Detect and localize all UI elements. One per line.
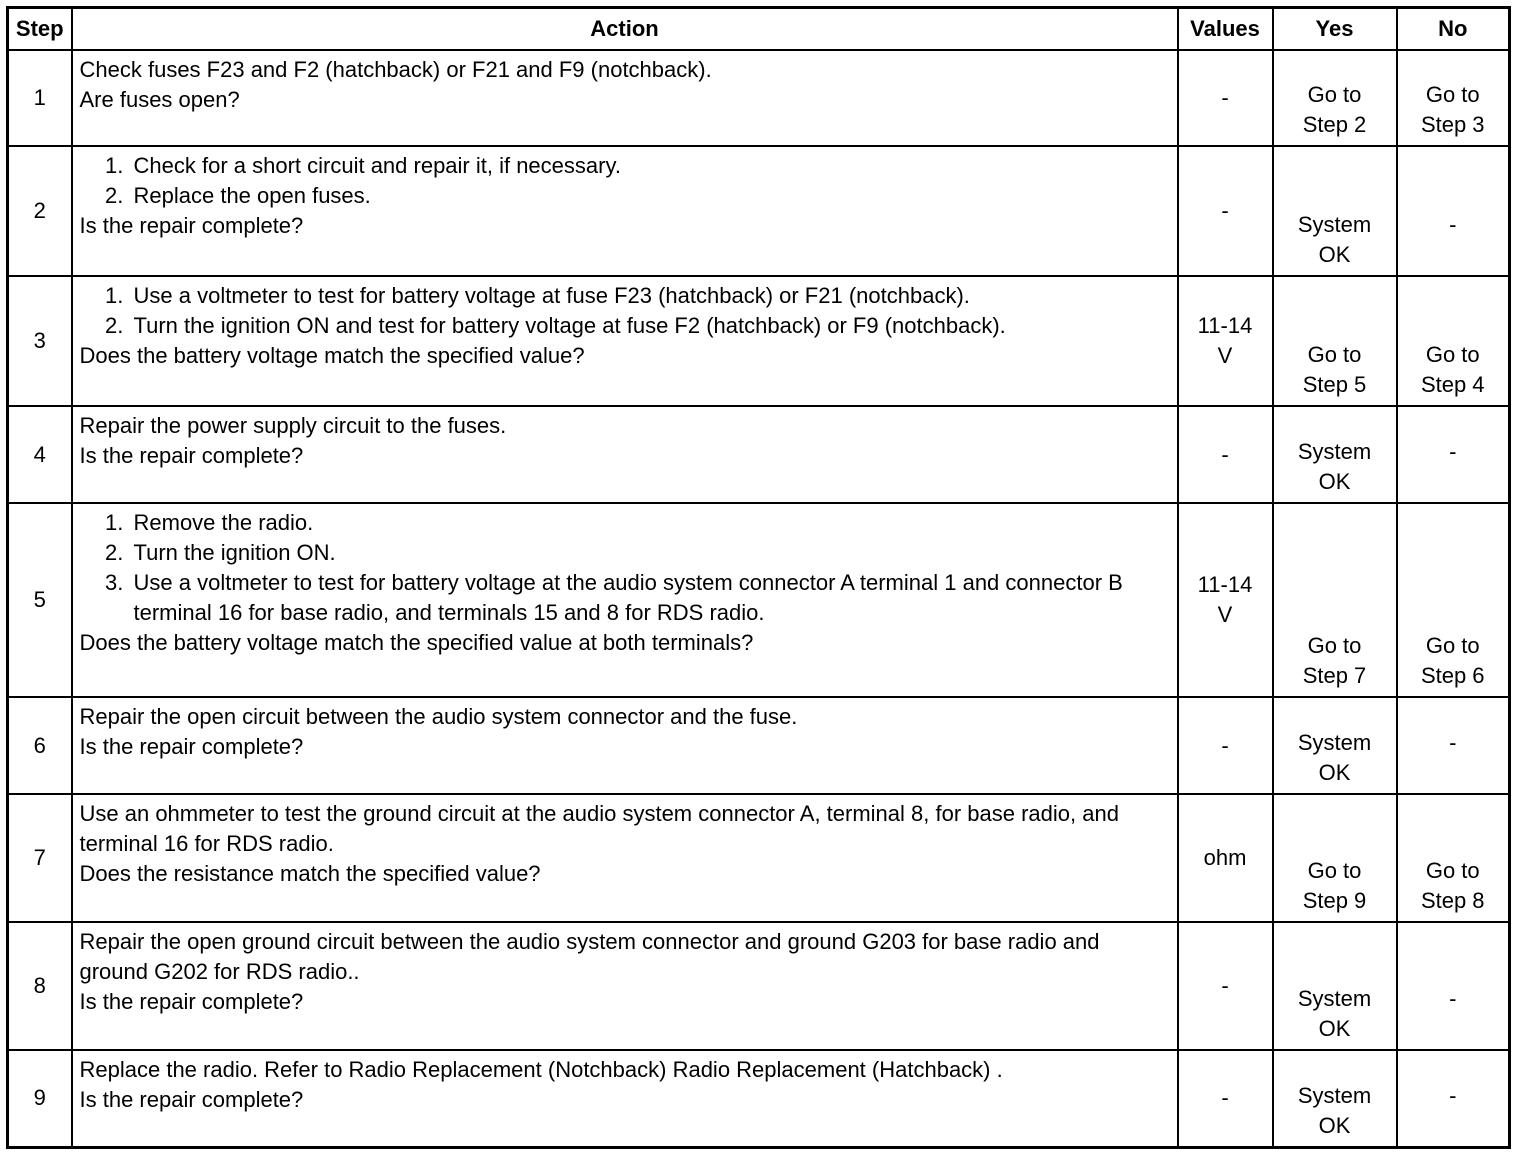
yes-text: System (1297, 439, 1372, 464)
yes-cell (1273, 794, 1397, 922)
values-cell: - (1178, 922, 1273, 1050)
action-cell (72, 146, 1178, 276)
header-values: Values (1178, 8, 1273, 51)
action-cell (72, 276, 1178, 406)
no-text: Go to (1425, 82, 1480, 107)
action-question: Is the repair complete? (79, 213, 304, 238)
no-text: Step 3 (1420, 112, 1485, 137)
no-text: Go to (1425, 633, 1480, 658)
no-text (1400, 758, 1507, 788)
no-text: Go to (1425, 342, 1480, 367)
header-step: Step (8, 8, 72, 51)
yes-text: Step 2 (1302, 112, 1367, 137)
yes-text: System (1297, 212, 1372, 237)
action-cell (72, 794, 1178, 922)
action-question: Is the repair complete? (79, 443, 304, 468)
no-text (1400, 1014, 1507, 1044)
values-cell: - (1178, 697, 1273, 794)
yes-text: Step 5 (1302, 372, 1367, 397)
action-text: Repair the open ground circuit between the audio system connector and ground G203 for base radio and ground G202 for RDS radio.. (79, 929, 1100, 984)
table-row (8, 276, 1510, 406)
no-text (1400, 240, 1507, 270)
action-cell (72, 406, 1178, 503)
no-text: Step 4 (1420, 372, 1485, 397)
no-text: Go to (1425, 858, 1480, 883)
action-question: Are fuses open? (79, 87, 240, 112)
step-number: 9 (8, 1050, 72, 1147)
action-question: Does the battery voltage match the specified value at both terminals? (79, 630, 754, 655)
header-yes: Yes (1273, 8, 1397, 51)
values-text: 11-14 (1197, 313, 1253, 338)
yes-text: OK (1318, 469, 1351, 494)
yes-cell (1273, 697, 1397, 794)
no-text: - (1449, 1082, 1457, 1108)
step-number: 7 (8, 794, 72, 922)
action-text: Repair the power supply circuit to the fuses. (79, 413, 507, 438)
yes-text: System (1297, 986, 1372, 1011)
table-header (8, 8, 1510, 51)
step-number: 2 (8, 146, 72, 276)
action-step-item: 1. Check for a short circuit and repair it, if necessary. (130, 151, 1171, 181)
header-action: Action (72, 8, 1178, 51)
action-step-item: 1. Remove the radio. (130, 508, 1171, 538)
action-question: Does the resistance match the specified value? (79, 861, 541, 886)
action-step-item: 2. Turn the ignition ON. (130, 538, 1171, 568)
action-text: Use an ohmmeter to test the ground circuit at the audio system connector A, terminal 8, for base radio, and terminal 16 for RDS radio. (79, 801, 1119, 856)
values-text: V (1217, 343, 1233, 368)
no-cell (1397, 50, 1510, 146)
no-text: - (1449, 986, 1457, 1011)
action-steps-list (80, 281, 1171, 341)
values-text: V (1217, 602, 1233, 627)
step-number: 6 (8, 697, 72, 794)
action-cell (72, 922, 1178, 1050)
values-cell: - (1178, 406, 1273, 503)
no-text: Step 6 (1420, 663, 1485, 688)
step-number: 3 (8, 276, 72, 406)
no-cell (1397, 503, 1510, 697)
no-text: - (1449, 212, 1457, 237)
values-cell (1178, 503, 1273, 697)
action-step-item: 3. Use a voltmeter to test for battery voltage at the audio system connector A terminal 1 and connector B terminal 16 for base radio, and terminals 15 and 8 for RDS radio. (130, 568, 1171, 628)
yes-text: Go to (1307, 82, 1362, 107)
values-cell (1178, 276, 1273, 406)
action-cell (72, 50, 1178, 146)
yes-text: Go to (1307, 633, 1362, 658)
no-cell (1397, 406, 1510, 503)
values-cell: - (1178, 1050, 1273, 1147)
action-question: Is the repair complete? (79, 734, 304, 759)
step-number: 4 (8, 406, 72, 503)
action-question: Is the repair complete? (79, 1087, 304, 1112)
header-no: No (1397, 8, 1510, 51)
table-row (8, 50, 1510, 146)
yes-cell (1273, 1050, 1397, 1147)
values-cell: - (1178, 146, 1273, 276)
no-cell (1397, 922, 1510, 1050)
no-cell (1397, 146, 1510, 276)
no-text (1400, 1111, 1507, 1141)
action-step-item: 1. Use a voltmeter to test for battery voltage at fuse F23 (hatchback) or F21 (notchback). (130, 281, 1171, 311)
table-row (8, 697, 1510, 794)
values-cell: ohm (1178, 794, 1273, 922)
yes-cell (1273, 922, 1397, 1050)
table-row (8, 503, 1510, 697)
yes-text: Go to (1307, 858, 1362, 883)
values-text: 11-14 (1197, 572, 1253, 597)
yes-text: OK (1318, 1016, 1351, 1041)
yes-text: System (1297, 730, 1372, 755)
action-cell (72, 503, 1178, 697)
action-cell (72, 1050, 1178, 1147)
action-step-item: 2. Replace the open fuses. (130, 181, 1171, 211)
yes-text: Go to (1307, 342, 1362, 367)
action-question: Does the battery voltage match the specified value? (79, 343, 585, 368)
yes-cell (1273, 146, 1397, 276)
yes-cell (1273, 406, 1397, 503)
table-row (8, 794, 1510, 922)
yes-cell (1273, 276, 1397, 406)
header-row (8, 8, 1510, 51)
diagnostic-table (6, 6, 1511, 1149)
step-number: 5 (8, 503, 72, 697)
action-question: Is the repair complete? (79, 989, 304, 1014)
action-text: Replace the radio. Refer to Radio Replacement (Notchback) Radio Replacement (Hatchback) . (79, 1057, 1003, 1082)
table-row (8, 406, 1510, 503)
step-number: 8 (8, 922, 72, 1050)
table-body (8, 50, 1510, 1147)
action-steps-list (80, 508, 1171, 628)
yes-cell (1273, 50, 1397, 146)
no-cell (1397, 794, 1510, 922)
yes-text: Step 9 (1302, 888, 1367, 913)
no-text: Step 8 (1420, 888, 1485, 913)
no-cell (1397, 1050, 1510, 1147)
action-steps-list (80, 151, 1171, 211)
no-text: - (1449, 730, 1457, 755)
no-text (1400, 467, 1507, 497)
yes-text: Step 7 (1302, 663, 1367, 688)
table-row (8, 922, 1510, 1050)
yes-text: OK (1318, 1112, 1351, 1138)
table-row (8, 146, 1510, 276)
action-cell (72, 697, 1178, 794)
action-text: Check fuses F23 and F2 (hatchback) or F21 and F9 (notchback). (79, 57, 712, 82)
step-number: 1 (8, 50, 72, 146)
yes-text: OK (1318, 242, 1351, 267)
table-row (8, 1050, 1510, 1147)
action-text: Repair the open circuit between the audio system connector and the fuse. (79, 704, 798, 729)
values-cell: - (1178, 50, 1273, 146)
no-text: - (1449, 439, 1457, 464)
yes-text: OK (1318, 760, 1351, 785)
no-cell (1397, 276, 1510, 406)
yes-cell (1273, 503, 1397, 697)
no-cell (1397, 697, 1510, 794)
action-step-item: 2. Turn the ignition ON and test for battery voltage at fuse F2 (hatchback) or F9 (notchback). (130, 311, 1171, 341)
yes-text: System (1297, 1082, 1372, 1108)
